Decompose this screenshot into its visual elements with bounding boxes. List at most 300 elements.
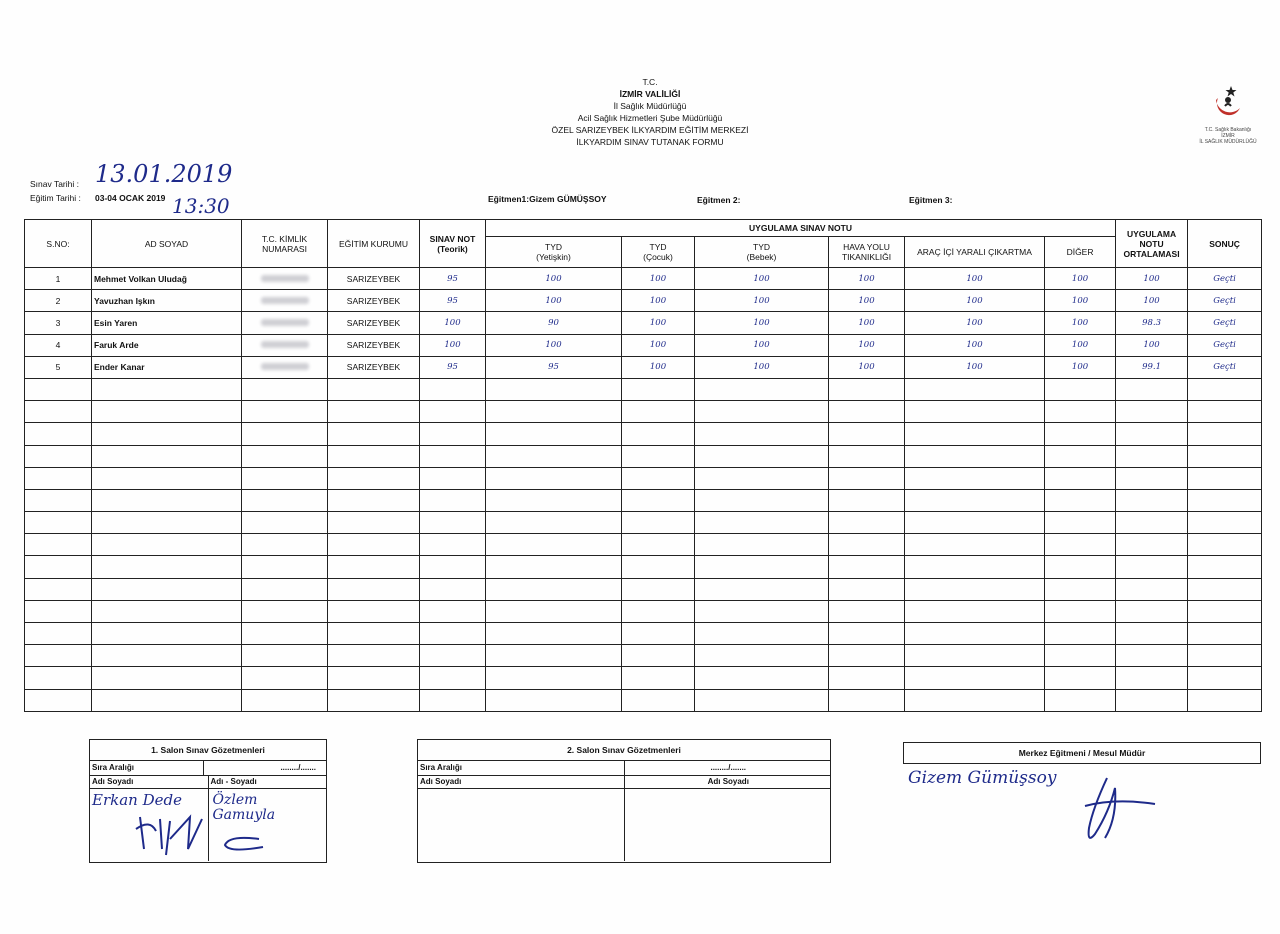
crescent-star-icon: [1208, 82, 1248, 122]
cell-theory: 100: [420, 312, 486, 334]
cell-theory: [420, 556, 486, 578]
exam-date-label: Sınav Tarihi :: [30, 179, 79, 189]
cell-t6: 100: [1045, 290, 1116, 312]
edu-date-value: 03-04 OCAK 2019: [95, 193, 166, 203]
cell-t3: [695, 467, 829, 489]
cell-avg: 100: [1116, 334, 1188, 356]
cell-t1: [486, 512, 622, 534]
table-row: [25, 534, 1262, 556]
salon-1-box: [89, 739, 327, 863]
header-line-2: İZMİR VALİLİĞİ: [619, 89, 681, 99]
cell-t1: 95: [486, 356, 622, 378]
cell-theory: [420, 445, 486, 467]
cell-tc: [242, 290, 328, 312]
cell-theory: [420, 467, 486, 489]
subheader-airway: HAVA YOLU TIKANIKLIĞI: [829, 237, 905, 268]
cell-name: [92, 423, 242, 445]
cell-t6: [1045, 401, 1116, 423]
cell-t3: [695, 512, 829, 534]
salon-2-sig-left-cell: [418, 789, 625, 861]
exam-time-value: 13:30: [172, 194, 230, 218]
cell-t3: [695, 401, 829, 423]
edu-date-label: Eğitim Tarihi :: [30, 193, 81, 203]
cell-inst: SARIZEYBEK: [328, 312, 420, 334]
cell-t1: [486, 378, 622, 400]
cell-name: Ender Kanar: [92, 356, 242, 378]
cell-t2: [622, 689, 695, 711]
cell-name: [92, 489, 242, 511]
header-sno: S.NO:: [25, 220, 92, 268]
cell-res: [1188, 512, 1262, 534]
cell-tc: [242, 445, 328, 467]
form-header: [440, 76, 860, 148]
cell-t4: [829, 467, 905, 489]
cell-t4: [829, 423, 905, 445]
cell-inst: [328, 512, 420, 534]
trainer-1: Eğitmen1:Gizem GÜMÜŞSOY: [488, 194, 607, 204]
salon-1-name-row: [90, 776, 326, 789]
ministry-logo: [1196, 82, 1260, 145]
cell-inst: [328, 578, 420, 600]
salon-2-sig-right-cell: [625, 789, 831, 861]
cell-t5: [905, 600, 1045, 622]
cell-name: [92, 623, 242, 645]
cell-t6: [1045, 556, 1116, 578]
cell-res: Geçti: [1188, 268, 1262, 290]
cell-avg: [1116, 423, 1188, 445]
cell-avg: [1116, 689, 1188, 711]
cell-t6: [1045, 512, 1116, 534]
header-theory: SINAV NOT (Teorik): [420, 220, 486, 268]
cell-t5: 100: [905, 290, 1045, 312]
cell-t2: [622, 667, 695, 689]
cell-t4: [829, 534, 905, 556]
cell-res: [1188, 489, 1262, 511]
cell-t1: [486, 600, 622, 622]
cell-t3: [695, 578, 829, 600]
cell-tc: [242, 423, 328, 445]
logo-line-1: T.C. Sağlık Bakanlığı: [1204, 127, 1252, 133]
cell-name: [92, 578, 242, 600]
subheader-tyd-baby: TYD (Bebek): [695, 237, 829, 268]
cell-t2: [622, 600, 695, 622]
salon-1-signatures: [90, 789, 326, 861]
salon-1-name-right: Adı - Soyadı: [210, 777, 257, 786]
table-row: [25, 623, 1262, 645]
cell-inst: SARIZEYBEK: [328, 356, 420, 378]
cell-t5: [905, 401, 1045, 423]
cell-theory: [420, 489, 486, 511]
subheader-other: DİĞER: [1045, 237, 1116, 268]
salon-1-title: 1. Salon Sınav Gözetmenleri: [90, 740, 326, 761]
cell-res: [1188, 667, 1262, 689]
cell-t5: [905, 489, 1045, 511]
cell-no: [25, 578, 92, 600]
cell-avg: [1116, 534, 1188, 556]
cell-no: [25, 445, 92, 467]
cell-no: [25, 689, 92, 711]
cell-inst: [328, 489, 420, 511]
cell-theory: [420, 600, 486, 622]
cell-res: Geçti: [1188, 312, 1262, 334]
cell-t3: [695, 556, 829, 578]
cell-t1: [486, 401, 622, 423]
cell-t3: [695, 667, 829, 689]
cell-inst: [328, 378, 420, 400]
cell-t5: [905, 534, 1045, 556]
cell-t6: [1045, 489, 1116, 511]
cell-tc: [242, 623, 328, 645]
cell-t6: [1045, 645, 1116, 667]
cell-avg: [1116, 512, 1188, 534]
cell-t2: 100: [622, 356, 695, 378]
cell-t6: [1045, 667, 1116, 689]
redacted-id: [261, 297, 309, 304]
cell-t5: [905, 445, 1045, 467]
header-name: AD SOYAD: [92, 220, 242, 268]
cell-t1: [486, 445, 622, 467]
cell-t4: [829, 645, 905, 667]
cell-no: 4: [25, 334, 92, 356]
cell-avg: [1116, 467, 1188, 489]
cell-t3: 100: [695, 356, 829, 378]
cell-name: [92, 689, 242, 711]
cell-no: [25, 467, 92, 489]
cell-theory: [420, 512, 486, 534]
header-line-5: ÖZEL SARIZEYBEK İLKYARDIM EĞİTİM MERKEZİ: [551, 125, 749, 135]
cell-t5: [905, 645, 1045, 667]
cell-theory: 100: [420, 334, 486, 356]
cell-res: [1188, 645, 1262, 667]
cell-t4: [829, 445, 905, 467]
logo-line-3: İL SAĞLIK MÜDÜRLÜĞÜ: [1199, 139, 1257, 145]
cell-t5: 100: [905, 356, 1045, 378]
cell-t4: [829, 689, 905, 711]
cell-t1: [486, 623, 622, 645]
cell-t2: [622, 489, 695, 511]
cell-tc: [242, 356, 328, 378]
cell-t2: [622, 556, 695, 578]
cell-t2: [622, 623, 695, 645]
cell-name: Esin Yaren: [92, 312, 242, 334]
cell-t4: [829, 556, 905, 578]
cell-name: [92, 378, 242, 400]
cell-t2: [622, 467, 695, 489]
cell-theory: 95: [420, 268, 486, 290]
cell-t3: 100: [695, 290, 829, 312]
cell-res: Geçti: [1188, 290, 1262, 312]
table-row: [25, 600, 1262, 622]
cell-inst: [328, 401, 420, 423]
cell-t1: [486, 645, 622, 667]
cell-res: Geçti: [1188, 356, 1262, 378]
cell-avg: [1116, 578, 1188, 600]
cell-res: [1188, 401, 1262, 423]
cell-t3: [695, 423, 829, 445]
cell-name: [92, 401, 242, 423]
header-average: UYGULAMA NOTU ORTALAMASI: [1116, 220, 1188, 268]
cell-name: [92, 556, 242, 578]
table-row: [25, 556, 1262, 578]
cell-t5: [905, 556, 1045, 578]
cell-name: [92, 467, 242, 489]
cell-t4: [829, 578, 905, 600]
cell-no: [25, 556, 92, 578]
cell-t4: [829, 489, 905, 511]
cell-avg: [1116, 445, 1188, 467]
cell-res: [1188, 556, 1262, 578]
cell-theory: [420, 645, 486, 667]
cell-t5: [905, 467, 1045, 489]
cell-avg: [1116, 556, 1188, 578]
cell-tc: [242, 467, 328, 489]
cell-t3: [695, 445, 829, 467]
cell-no: [25, 512, 92, 534]
cell-tc: [242, 312, 328, 334]
cell-tc: [242, 667, 328, 689]
cell-tc: [242, 512, 328, 534]
cell-t4: [829, 667, 905, 689]
cell-inst: [328, 534, 420, 556]
cell-t2: [622, 512, 695, 534]
cell-avg: [1116, 378, 1188, 400]
table-row: [25, 667, 1262, 689]
cell-t5: 100: [905, 334, 1045, 356]
table-row: [25, 401, 1262, 423]
cell-t1: [486, 489, 622, 511]
cell-t5: [905, 423, 1045, 445]
cell-no: [25, 534, 92, 556]
cell-t5: [905, 578, 1045, 600]
redacted-id: [261, 275, 309, 282]
cell-no: [25, 623, 92, 645]
salon-1-range-label: Sıra Aralığı: [90, 761, 204, 775]
cell-tc: [242, 489, 328, 511]
cell-t1: [486, 578, 622, 600]
cell-t3: [695, 489, 829, 511]
cell-theory: [420, 578, 486, 600]
cell-no: 3: [25, 312, 92, 334]
table-row: [25, 578, 1262, 600]
cell-theory: [420, 667, 486, 689]
cell-no: [25, 667, 92, 689]
header-line-1: T.C.: [642, 77, 658, 87]
cell-t5: [905, 689, 1045, 711]
cell-name: [92, 667, 242, 689]
cell-t1: [486, 423, 622, 445]
header-practice: UYGULAMA SINAV NOTU: [486, 220, 1116, 237]
cell-avg: [1116, 645, 1188, 667]
cell-t5: 100: [905, 268, 1045, 290]
trainer-2: Eğitmen 2:: [697, 195, 741, 205]
cell-inst: [328, 556, 420, 578]
cell-tc: [242, 334, 328, 356]
cell-t4: 100: [829, 356, 905, 378]
trainer-3: Eğitmen 3:: [909, 195, 953, 205]
cell-t2: 100: [622, 312, 695, 334]
cell-t3: 100: [695, 312, 829, 334]
cell-res: Geçti: [1188, 334, 1262, 356]
logo-line-2: İZMİR: [1221, 133, 1235, 139]
cell-theory: [420, 689, 486, 711]
salon-2-signatures: [418, 789, 830, 861]
signature-loop-icon: [219, 833, 279, 857]
cell-res: [1188, 600, 1262, 622]
salon-1-range-value: ......../.......: [280, 763, 316, 772]
cell-no: 5: [25, 356, 92, 378]
cell-t6: [1045, 467, 1116, 489]
cell-t3: [695, 534, 829, 556]
cell-t5: [905, 378, 1045, 400]
cell-t6: [1045, 600, 1116, 622]
cell-t4: [829, 600, 905, 622]
cell-t3: [695, 378, 829, 400]
cell-t6: [1045, 423, 1116, 445]
salon-2-title: 2. Salon Sınav Gözetmenleri: [418, 740, 830, 761]
cell-t6: 100: [1045, 268, 1116, 290]
header-result: SONUÇ: [1188, 220, 1262, 268]
cell-t1: [486, 689, 622, 711]
cell-name: [92, 600, 242, 622]
cell-avg: [1116, 600, 1188, 622]
redacted-id: [261, 363, 309, 370]
cell-t4: [829, 623, 905, 645]
cell-tc: [242, 268, 328, 290]
cell-theory: [420, 423, 486, 445]
cell-t5: [905, 667, 1045, 689]
center-signature-scribble-icon: [1075, 768, 1165, 848]
cell-t3: [695, 689, 829, 711]
cell-name: [92, 534, 242, 556]
cell-avg: 100: [1116, 268, 1188, 290]
table-row: [25, 378, 1262, 400]
cell-t2: [622, 378, 695, 400]
cell-inst: SARIZEYBEK: [328, 268, 420, 290]
table-row: [25, 334, 1262, 356]
cell-theory: [420, 378, 486, 400]
table-row: [25, 445, 1262, 467]
cell-no: [25, 423, 92, 445]
cell-t2: 100: [622, 290, 695, 312]
cell-avg: [1116, 489, 1188, 511]
cell-res: [1188, 467, 1262, 489]
cell-tc: [242, 556, 328, 578]
salon-2-range-label: Sıra Aralığı: [418, 761, 625, 775]
cell-res: [1188, 445, 1262, 467]
cell-tc: [242, 600, 328, 622]
salon-2-name-left: Adı Soyadı: [418, 776, 625, 788]
cell-inst: [328, 689, 420, 711]
cell-t6: [1045, 534, 1116, 556]
table-row: [25, 290, 1262, 312]
redacted-id: [261, 319, 309, 326]
cell-inst: [328, 600, 420, 622]
cell-res: [1188, 689, 1262, 711]
header-line-3: İl Sağlık Müdürlüğü: [613, 101, 687, 111]
cell-inst: [328, 467, 420, 489]
redacted-id: [261, 341, 309, 348]
cell-theory: [420, 534, 486, 556]
cell-t4: 100: [829, 334, 905, 356]
subheader-tyd-adult: TYD (Yetişkin): [486, 237, 622, 268]
cell-t1: 100: [486, 290, 622, 312]
cell-t6: 100: [1045, 356, 1116, 378]
cell-no: [25, 600, 92, 622]
cell-t4: [829, 401, 905, 423]
cell-t1: [486, 467, 622, 489]
center-box: [903, 742, 1261, 764]
cell-name: [92, 512, 242, 534]
cell-t3: [695, 600, 829, 622]
cell-t1: [486, 534, 622, 556]
cell-inst: [328, 667, 420, 689]
cell-t6: [1045, 578, 1116, 600]
cell-no: [25, 378, 92, 400]
cell-avg: 100: [1116, 290, 1188, 312]
salon-1-name-left: Adı Soyadı: [90, 776, 209, 788]
cell-name: Yavuzhan Işkın: [92, 290, 242, 312]
subheader-tyd-child: TYD (Çocuk): [622, 237, 695, 268]
cell-name: Mehmet Volkan Uludağ: [92, 268, 242, 290]
salon-2-box: [417, 739, 831, 863]
cell-name: Faruk Arde: [92, 334, 242, 356]
subheader-extraction: ARAÇ İÇİ YARALI ÇIKARTMA: [905, 237, 1045, 268]
salon-2-name-row: [418, 776, 830, 789]
header-line-6: İLKYARDIM SINAV TUTANAK FORMU: [576, 137, 724, 147]
cell-theory: 95: [420, 290, 486, 312]
cell-t4: [829, 378, 905, 400]
cell-t5: 100: [905, 312, 1045, 334]
cell-t3: 100: [695, 334, 829, 356]
cell-t2: [622, 645, 695, 667]
table-row: [25, 268, 1262, 290]
cell-no: 1: [25, 268, 92, 290]
cell-avg: [1116, 667, 1188, 689]
salon-1-range-row: [90, 761, 326, 776]
cell-tc: [242, 645, 328, 667]
cell-res: [1188, 534, 1262, 556]
cell-t1: 100: [486, 334, 622, 356]
table-row: [25, 312, 1262, 334]
cell-tc: [242, 378, 328, 400]
cell-no: [25, 489, 92, 511]
cell-t4: 100: [829, 312, 905, 334]
cell-t2: [622, 401, 695, 423]
cell-tc: [242, 689, 328, 711]
cell-avg: [1116, 401, 1188, 423]
cell-avg: 98.3: [1116, 312, 1188, 334]
cell-t1: [486, 667, 622, 689]
center-signature-name: Gizem Gümüşsoy: [908, 768, 1057, 788]
center-title: Merkez Eğitmeni / Mesul Müdür: [1018, 748, 1146, 758]
cell-t6: [1045, 623, 1116, 645]
cell-name: [92, 645, 242, 667]
cell-t1: 100: [486, 268, 622, 290]
salon-1-sig-left: Erkan Dede: [92, 791, 182, 809]
cell-t2: [622, 423, 695, 445]
cell-inst: [328, 423, 420, 445]
cell-t6: 100: [1045, 334, 1116, 356]
cell-inst: [328, 445, 420, 467]
cell-t6: [1045, 445, 1116, 467]
exam-date-value: 13.01.2019: [95, 160, 233, 188]
table-row: [25, 512, 1262, 534]
table-row: [25, 489, 1262, 511]
cell-t2: 100: [622, 268, 695, 290]
header-tc: T.C. KİMLİK NUMARASI: [242, 220, 328, 268]
salon-2-range-row: [418, 761, 830, 776]
cell-no: [25, 401, 92, 423]
